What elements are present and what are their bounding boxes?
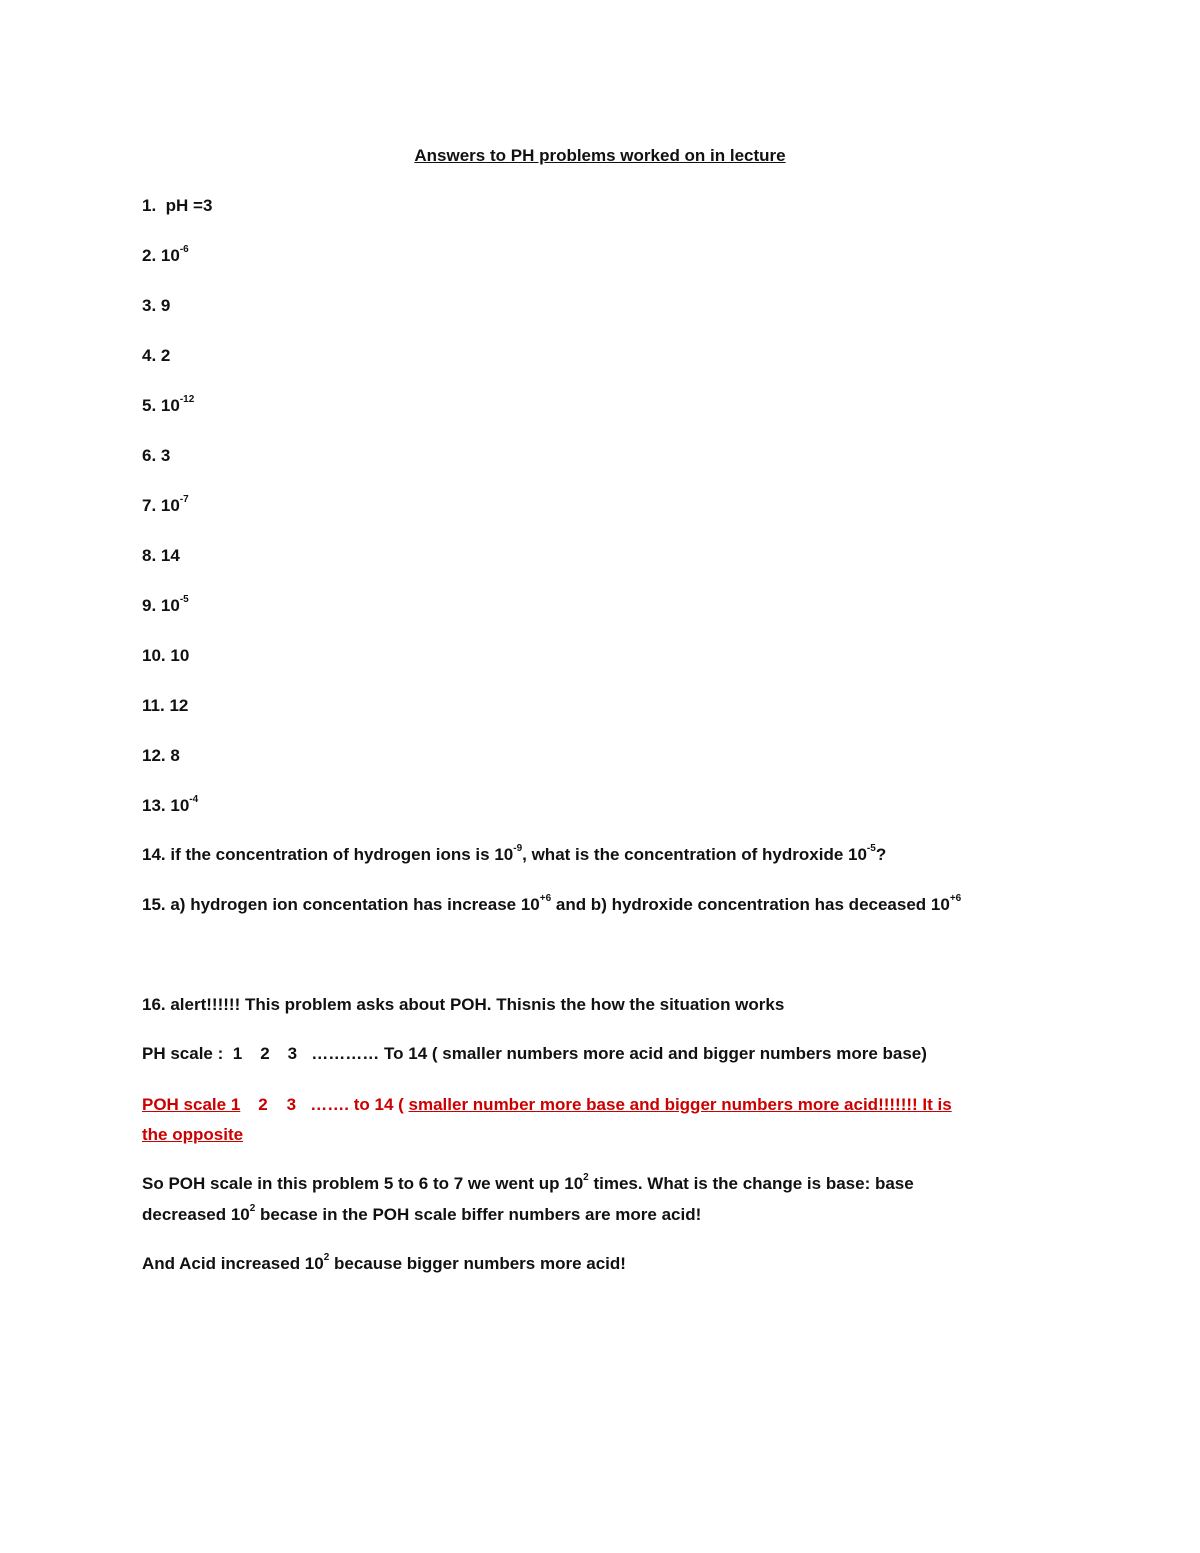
acid-exponent: 2 bbox=[323, 1252, 330, 1264]
answer-number: 1. bbox=[142, 196, 157, 215]
ph-scale-3: 3 bbox=[287, 1044, 298, 1063]
so-text-3: decreased 10 bbox=[142, 1205, 250, 1224]
answer-number: 4. bbox=[142, 346, 157, 365]
q15-text-1: 15. a) hydrogen ion concentation has increase 10 bbox=[142, 895, 540, 914]
answer-item bbox=[142, 396, 194, 416]
answer-item bbox=[142, 196, 212, 216]
ph-scale-label: PH scale : bbox=[142, 1044, 224, 1063]
answer-exponent: -7 bbox=[179, 494, 189, 506]
answer-number: 8. bbox=[142, 546, 157, 565]
answer-item bbox=[142, 446, 170, 466]
answer-value: 8 bbox=[170, 746, 180, 765]
ph-scale-line bbox=[142, 1044, 927, 1064]
answer-exponent: -12 bbox=[179, 394, 195, 406]
ph-scale-rest: ………… To 14 ( smaller numbers more acid and bigger numbers more base) bbox=[311, 1044, 927, 1063]
q14-text-3: ? bbox=[875, 845, 887, 864]
poh-scale-3: 3 bbox=[286, 1095, 297, 1114]
answer-number: 13. bbox=[142, 796, 166, 815]
answer-value: 10 bbox=[160, 246, 180, 265]
answer-item bbox=[142, 746, 180, 766]
answer-item bbox=[142, 696, 188, 716]
acid-text-1: And Acid increased 10 bbox=[142, 1254, 324, 1273]
answer-value: pH =3 bbox=[165, 196, 213, 215]
answer-number: 7. bbox=[142, 496, 157, 515]
answer-number: 12. bbox=[142, 746, 166, 765]
answer-value: 14 bbox=[160, 546, 180, 565]
answer-value: 2 bbox=[160, 346, 171, 365]
answer-number: 2. bbox=[142, 246, 157, 265]
so-exponent-2: 2 bbox=[249, 1203, 256, 1215]
answer-exponent: -4 bbox=[189, 794, 199, 806]
q15-text-2: and b) hydroxide concentration has deceased 10 bbox=[551, 895, 950, 914]
answer-value: 9 bbox=[160, 296, 171, 315]
so-paragraph-line-1 bbox=[142, 1174, 914, 1194]
so-exponent-1: 2 bbox=[583, 1172, 589, 1184]
q14-exponent-2: -5 bbox=[866, 843, 876, 855]
answer-value: 10 bbox=[160, 596, 180, 615]
poh-scale-line bbox=[142, 1095, 952, 1115]
answer-item bbox=[142, 346, 170, 366]
so-text-1: So POH scale in this problem 5 to 6 to 7 we went up 10 bbox=[142, 1174, 584, 1193]
answer-number: 10. bbox=[142, 646, 166, 665]
answer-value: 10 bbox=[160, 396, 180, 415]
acid-line bbox=[142, 1254, 626, 1274]
answer-exponent: -5 bbox=[179, 594, 189, 606]
poh-scale-2: 2 bbox=[258, 1095, 268, 1114]
answer-item bbox=[142, 496, 189, 516]
answer-item bbox=[142, 296, 170, 316]
answer-item bbox=[142, 596, 189, 616]
answer-item bbox=[142, 796, 198, 816]
answer-value: 10 bbox=[160, 496, 180, 515]
answer-number: 3. bbox=[142, 296, 157, 315]
poh-scale-label: POH scale 1 bbox=[142, 1095, 241, 1114]
so-text-2: times. What is the change is base: base bbox=[588, 1174, 914, 1193]
answer-number: 11. bbox=[142, 696, 165, 715]
q15-exponent-2: +6 bbox=[949, 893, 962, 905]
acid-text-2: because bigger numbers more acid! bbox=[329, 1254, 626, 1273]
q14-text-2: , what is the concentration of hydroxide 10 bbox=[522, 845, 867, 864]
answer-number: 6. bbox=[142, 446, 157, 465]
poh-scale-mid: ……. to 14 ( bbox=[310, 1095, 409, 1114]
answer-value: 12 bbox=[169, 696, 189, 715]
answer-exponent: -6 bbox=[179, 244, 189, 256]
answer-15 bbox=[142, 895, 961, 915]
ph-scale-1: 1 bbox=[232, 1044, 243, 1063]
answer-14 bbox=[142, 845, 886, 865]
answer-item bbox=[142, 646, 189, 666]
q14-exponent-1: -9 bbox=[513, 843, 523, 855]
answer-number: 9. bbox=[142, 596, 157, 615]
answer-value: 3 bbox=[160, 446, 171, 465]
answer-item bbox=[142, 546, 180, 566]
answer-16: 16. alert!!!!!! This problem asks about POH. Thisnis the how the situation works bbox=[142, 995, 785, 1014]
so-paragraph-line-2 bbox=[142, 1205, 701, 1225]
page-title: Answers to PH problems worked on in lecture bbox=[414, 146, 786, 165]
answer-value: 10 bbox=[170, 796, 190, 815]
poh-scale-line-2: the opposite bbox=[142, 1125, 244, 1144]
answer-value: 10 bbox=[170, 646, 190, 665]
q15-exponent-1: +6 bbox=[539, 893, 552, 905]
so-text-4: becase in the POH scale biffer numbers are more acid! bbox=[255, 1205, 702, 1224]
q14-text-1: 14. if the concentration of hydrogen ions is 10 bbox=[142, 845, 514, 864]
answer-number: 5. bbox=[142, 396, 157, 415]
poh-scale-note: smaller number more base and bigger numbers more acid!!!!!!! It is bbox=[408, 1095, 952, 1114]
ph-scale-2: 2 bbox=[260, 1044, 270, 1063]
answer-item bbox=[142, 246, 189, 266]
